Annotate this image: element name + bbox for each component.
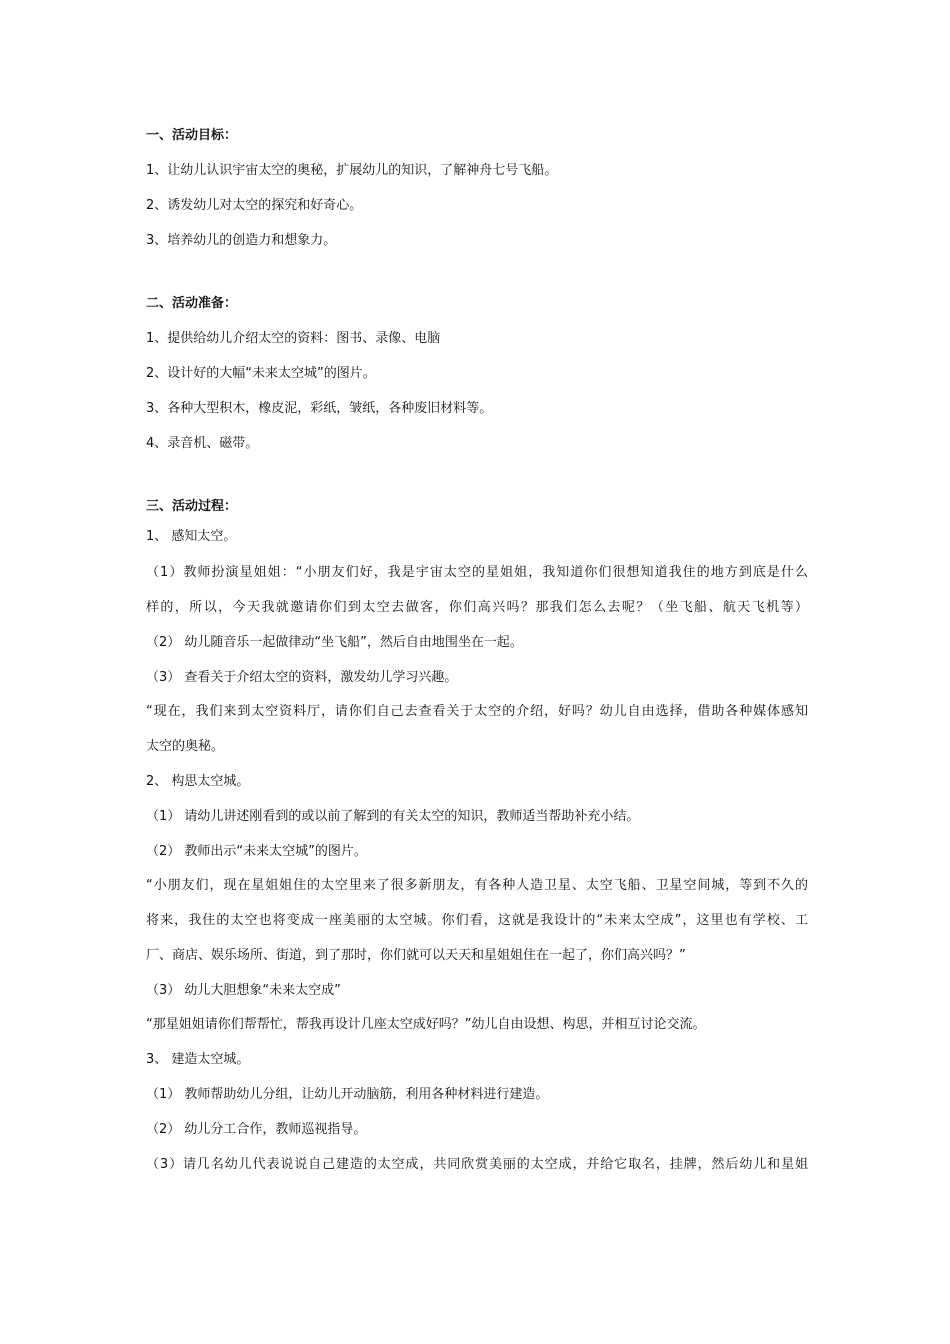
paragraph-line: 样的，所以，今天我就邀请你们到太空去做客，你们高兴吗？那我们怎么去呢？（坐飞船、航天飞机等） <box>146 600 808 615</box>
paragraph-line: 2、 构思太空城。 <box>146 774 250 789</box>
paragraph-line: （3）请几名幼儿代表说说自己建造的太空成，共同欣赏美丽的太空成，并给它取名，挂牌，然后幼儿和星姐 <box>146 1157 808 1172</box>
paragraph-line: 1、 感知太空。 <box>146 529 237 544</box>
paragraph-line: 1、提供给幼儿介绍太空的资料：图书、录像、电脑 <box>146 331 441 346</box>
paragraph-line: （1） 教师帮助幼儿分组，让幼儿开动脑筋，利用各种材料进行建造。 <box>146 1087 549 1102</box>
paragraph-line: 3、 建造太空城。 <box>146 1052 250 1067</box>
paragraph-line: 2、设计好的大幅“未来太空城”的图片。 <box>146 366 376 381</box>
paragraph-line: “小朋友们，现在星姐姐住的太空里来了很多新朋友，有各种人造卫星、太空飞船、卫星空间城，等到不久的 <box>146 878 808 893</box>
section-heading-process: 三、活动过程： <box>146 499 238 514</box>
paragraph-line: （2） 幼儿随音乐一起做律动“坐飞船”，然后自由地围坐在一起。 <box>146 635 523 650</box>
paragraph-line: （3） 查看关于介绍太空的资料，激发幼儿学习兴趣。 <box>146 670 458 685</box>
paragraph-line: 将来，我住的太空也将变成一座美丽的太空城。你们看，这就是我设计的“未来太空成”，这里也有学校、工 <box>146 913 808 928</box>
paragraph-line: （1）教师扮演星姐姐：“小朋友们好，我是宇宙太空的星姐姐，我知道你们很想知道我住的地方到底是什么 <box>146 565 808 580</box>
paragraph-line: （1） 请幼儿讲述刚看到的或以前了解到的有关太空的知识，教师适当帮助补充小结。 <box>146 809 640 824</box>
paragraph-line: （3） 幼儿大胆想象“未来太空成” <box>146 983 341 998</box>
paragraph-line: 厂、商店、娱乐场所、街道，到了那时，你们就可以天天和星姐姐住在一起了，你们高兴吗？” <box>146 948 686 963</box>
paragraph-line: 1、让幼儿认识宇宙太空的奥秘，扩展幼儿的知识，了解神舟七号飞船。 <box>146 163 558 178</box>
paragraph-line: 3、各种大型积木，橡皮泥，彩纸，皱纸，各种废旧材料等。 <box>146 401 493 416</box>
section-heading-goals: 一、活动目标： <box>146 128 238 143</box>
paragraph-line: 3、培养幼儿的创造力和想象力。 <box>146 233 337 248</box>
paragraph-line: “那星姐姐请你们帮帮忙，帮我再设计几座太空成好吗？”幼儿自由设想、构思，并相互讨论交流。 <box>146 1017 706 1032</box>
paragraph-line: 2、诱发幼儿对太空的探究和好奇心。 <box>146 198 363 213</box>
paragraph-line: （2） 教师出示“未来太空城”的图片。 <box>146 844 367 859</box>
section-heading-preparation: 二、活动准备： <box>146 296 238 311</box>
paragraph-line: 4、录音机、磁带。 <box>146 436 259 451</box>
paragraph-line: 太空的奥秘。 <box>146 739 225 754</box>
paragraph-line: “现在，我们来到太空资料厅，请你们自己去查看关于太空的介绍，好吗？幼儿自由选择，借助各种媒体感知 <box>146 704 808 719</box>
paragraph-line: （2） 幼儿分工合作，教师巡视指导。 <box>146 1122 367 1137</box>
